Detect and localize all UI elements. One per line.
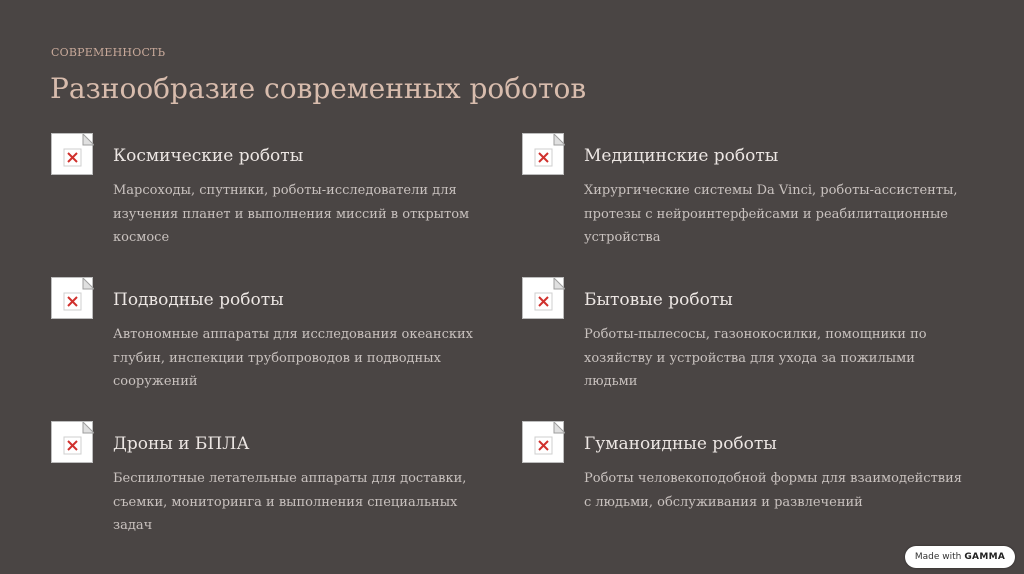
card-description: Роботы человекоподобной формы для взаимодействия с людьми, обслуживания и развлечений [584,471,962,510]
card-heading: Подводные роботы [113,290,284,310]
card-description: Хирургические системы Da Vinci, роботы-ассистенты, протезы с нейроинтерфейсами и реабилитационные устройства [584,183,958,245]
broken-image-icon [522,277,564,319]
broken-image-icon [51,421,93,463]
eyebrow-label: СОВРЕМЕННОСТЬ [51,46,166,59]
card-description: Роботы-пылесосы, газонокосилки, помощники по хозяйству и устройства для ухода за пожилыми людьми [584,327,927,389]
badge-prefix: Made with [914,552,962,562]
card-heading: Гуманоидные роботы [584,434,777,454]
card-heading: Космические роботы [113,146,304,166]
broken-image-icon [51,277,93,319]
broken-image-icon [522,421,564,463]
card-heading: Медицинские роботы [584,146,779,166]
card-description: Беспилотные летательные аппараты для доставки, съемки, мониторинга и выполнения специальных задач [113,471,467,533]
broken-image-icon [51,133,93,175]
card-heading: Дроны и БПЛА [113,434,250,454]
card-description: Марсоходы, спутники, роботы-исследователи для изучения планет и выполнения миссий в открытом космосе [113,183,470,245]
made-with-gamma-badge[interactable] [905,546,1015,568]
card-description: Автономные аппараты для исследования океанских глубин, инспекции трубопроводов и подводных сооружений [113,327,473,389]
page-title: Разнообразие современных роботов [50,72,587,105]
card-heading: Бытовые роботы [584,290,733,310]
gamma-logo: GAMMA [964,552,1006,562]
broken-image-icon [522,133,564,175]
